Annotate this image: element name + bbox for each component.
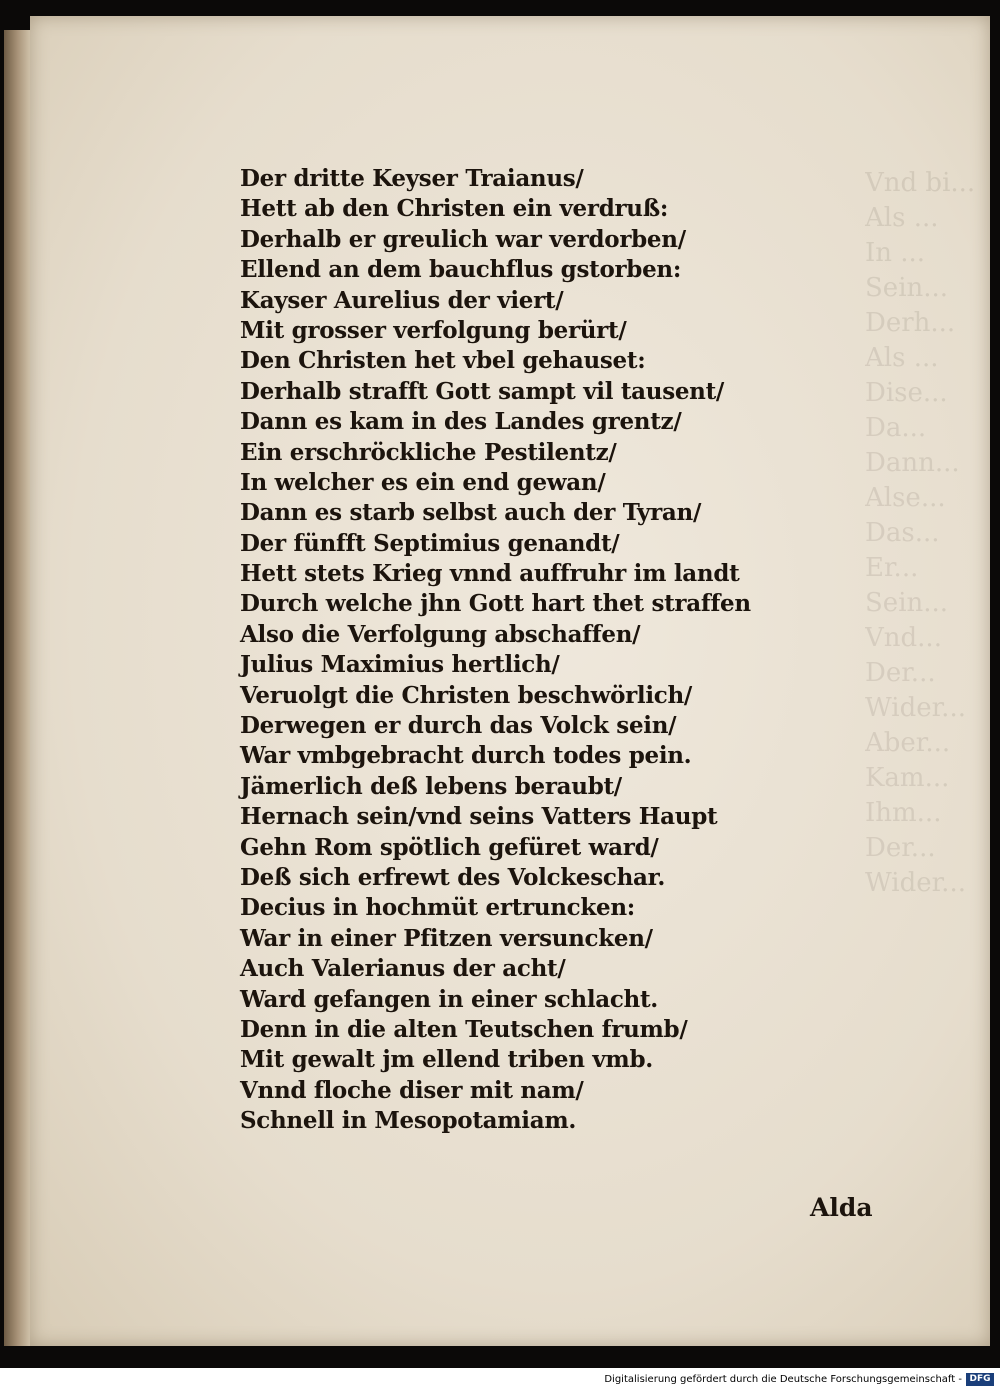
- verse-line: Mit grosser verfolgung berürt/: [240, 316, 627, 344]
- verse-line: Dann es starb selbst auch der Tyran/: [240, 499, 702, 527]
- verse-line: War in einer Pfitzen versuncken/: [240, 924, 653, 952]
- verse-line: Derhalb strafft Gott sampt vil tausent/: [240, 377, 725, 405]
- verse-line: Julius Maximius hertlich/: [240, 651, 560, 679]
- verse-line: Denn in die alten Teutschen frumb/: [240, 1015, 688, 1043]
- dfg-logo: DFG: [966, 1373, 994, 1386]
- footer-credit: Digitalisierung gefördert durch die Deutsche Forschungsgemeinschaft -: [604, 1374, 962, 1385]
- verse-line: Decius in hochmüt ertruncken:: [240, 894, 635, 922]
- verse-line: War vmbgebracht durch todes pein.: [240, 742, 692, 770]
- verse-line: Vnnd floche diser mit nam/: [240, 1076, 584, 1104]
- verse-line: Also die Verfolgung abschaffen/: [240, 620, 641, 648]
- verse-line: Ein erschröckliche Pestilentz/: [240, 438, 617, 466]
- verse-line: Derhalb er greulich war verdorben/: [240, 225, 686, 253]
- verse-line: Der fünfft Septimius genandt/: [240, 529, 620, 557]
- verse-line: Hett ab den Christen ein verdruß:: [240, 195, 669, 223]
- poem-text-block: [240, 164, 840, 1137]
- verse-line: Hernach sein/vnd seins Vatters Haupt: [240, 803, 718, 831]
- verse-line: Dann es kam in des Landes grentz/: [240, 408, 682, 436]
- show-through-text: Vnd bi... Als ... In ... Sein... Derh... Als ... Dise... Da... Dann... Alse... Das... Er... Sein... Vnd... Der... Wider... Aber... Kam... Ihm... Der... Wider...: [865, 168, 976, 898]
- verse-line: Schnell in Mesopotamiam.: [240, 1107, 577, 1135]
- verse-line: Durch welche jhn Gott hart thet straffen: [240, 590, 751, 618]
- verse-line: Ellend an dem bauchflus gstorben:: [240, 256, 682, 284]
- verse-line: Jämerlich deß lebens beraubt/: [240, 772, 622, 800]
- verse-line: Der dritte Keyser Traianus/: [240, 165, 584, 192]
- verse-line: Veruolgt die Christen beschwörlich/: [240, 681, 693, 709]
- verse-line: Deß sich erfrewt des Volckeschar.: [240, 863, 666, 891]
- verse-line: Mit gewalt jm ellend triben vmb.: [240, 1046, 653, 1074]
- verse-line: Kayser Aurelius der viert/: [240, 286, 564, 314]
- verse-line: Derwegen er durch das Volck sein/: [240, 712, 677, 740]
- verse-line: Ward gefangen in einer schlacht.: [240, 985, 659, 1013]
- verse-line: Den Christen het vbel gehauset:: [240, 347, 646, 375]
- catchword: Alda: [810, 1193, 873, 1222]
- footer-bar: [0, 1368, 1000, 1393]
- verse-line: Auch Valerianus der acht/: [240, 955, 566, 983]
- verse-line: Gehn Rom spötlich gefüret ward/: [240, 833, 659, 861]
- verse-line: In welcher es ein end gewan/: [240, 468, 606, 496]
- verse-line: Hett stets Krieg vnnd auffruhr im landt: [240, 560, 740, 588]
